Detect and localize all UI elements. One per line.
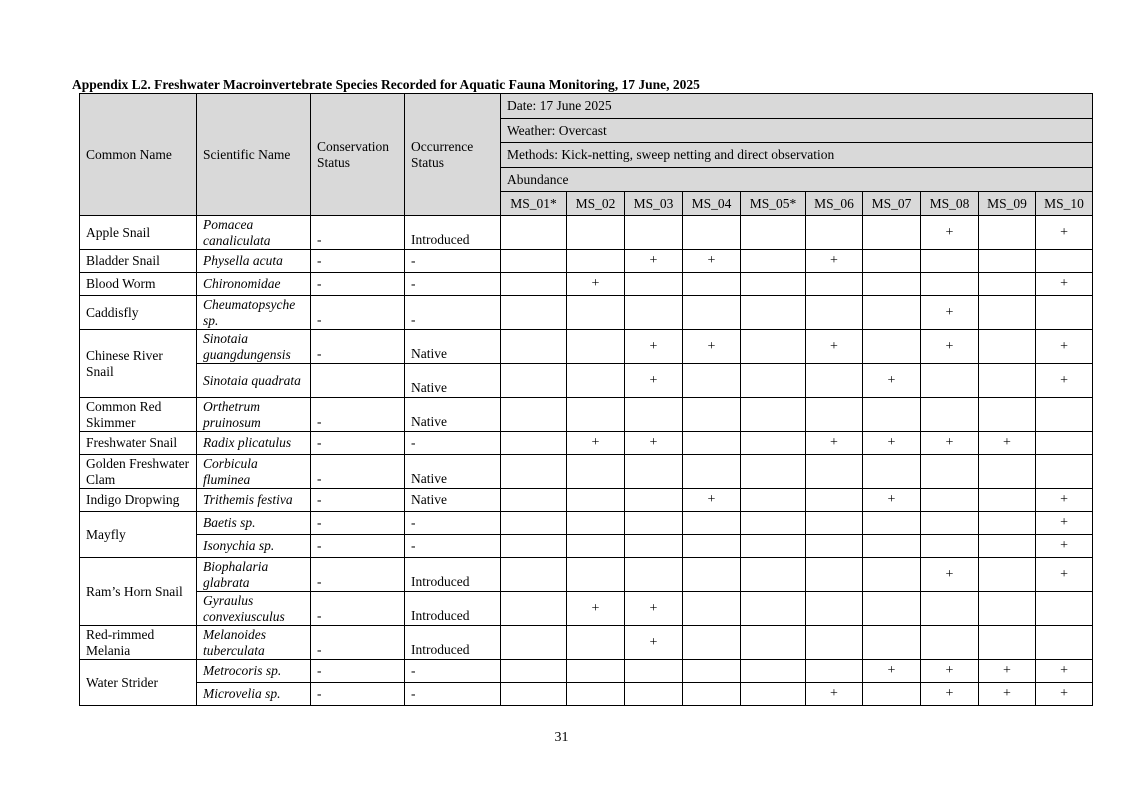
table-row xyxy=(80,216,1093,250)
abundance-cell xyxy=(806,489,863,512)
common-name-cell: Red-rimmed Melania xyxy=(80,626,197,660)
abundance-cell xyxy=(501,489,567,512)
occurrence-status-cell: - xyxy=(405,512,501,535)
abundance-cell xyxy=(683,273,741,296)
common-name-cell: Mayfly xyxy=(80,512,197,558)
occurrence-status-cell: Native xyxy=(405,455,501,489)
abundance-cell: + xyxy=(806,432,863,455)
abundance-cell xyxy=(806,512,863,535)
abundance-cell xyxy=(1036,432,1093,455)
header-common-name: Common Name xyxy=(80,94,197,216)
table-row xyxy=(80,432,1093,455)
abundance-cell xyxy=(683,660,741,683)
abundance-cell xyxy=(625,398,683,432)
abundance-cell xyxy=(979,364,1036,398)
abundance-cell: + xyxy=(806,330,863,364)
abundance-cell: + xyxy=(567,592,625,626)
abundance-cell xyxy=(741,250,806,273)
abundance-cell xyxy=(806,398,863,432)
occurrence-status-cell: Introduced xyxy=(405,592,501,626)
abundance-cell xyxy=(863,512,921,535)
abundance-cell: + xyxy=(625,250,683,273)
abundance-cell xyxy=(806,535,863,558)
abundance-cell xyxy=(683,455,741,489)
abundance-cell xyxy=(979,330,1036,364)
abundance-cell: + xyxy=(1036,660,1093,683)
abundance-cell: + xyxy=(683,330,741,364)
table-row xyxy=(80,455,1093,489)
species-table xyxy=(79,93,1093,706)
abundance-cell xyxy=(1036,592,1093,626)
abundance-cell xyxy=(683,626,741,660)
abundance-cell: + xyxy=(1036,683,1093,706)
site-header: MS_08 xyxy=(921,192,979,216)
scientific-name-cell: Baetis sp. xyxy=(197,512,311,535)
scientific-name-cell: Sinotaia guangdungensis xyxy=(197,330,311,364)
abundance-cell xyxy=(863,273,921,296)
abundance-cell xyxy=(683,296,741,330)
abundance-cell xyxy=(501,330,567,364)
conservation-status-cell: - xyxy=(311,296,405,330)
abundance-cell xyxy=(625,660,683,683)
common-name-cell: Chinese River Snail xyxy=(80,330,197,398)
occurrence-status-cell: - xyxy=(405,296,501,330)
common-name-cell: Common Red Skimmer xyxy=(80,398,197,432)
scientific-name-cell: Microvelia sp. xyxy=(197,683,311,706)
table-row xyxy=(80,512,1093,535)
occurrence-status-cell: - xyxy=(405,660,501,683)
abundance-cell xyxy=(567,535,625,558)
abundance-cell xyxy=(806,592,863,626)
abundance-cell xyxy=(921,489,979,512)
occurrence-status-cell: - xyxy=(405,250,501,273)
occurrence-status-cell: Introduced xyxy=(405,626,501,660)
abundance-cell xyxy=(921,398,979,432)
abundance-cell xyxy=(863,216,921,250)
abundance-cell xyxy=(625,296,683,330)
abundance-cell xyxy=(501,558,567,592)
abundance-cell xyxy=(979,455,1036,489)
abundance-cell xyxy=(501,455,567,489)
conservation-status-cell: - xyxy=(311,660,405,683)
abundance-cell xyxy=(741,535,806,558)
common-name-cell: Blood Worm xyxy=(80,273,197,296)
occurrence-status-cell: Native xyxy=(405,364,501,398)
abundance-cell xyxy=(863,330,921,364)
scientific-name-cell: Gyraulus convexiusculus xyxy=(197,592,311,626)
abundance-cell: + xyxy=(921,216,979,250)
conservation-status-cell: - xyxy=(311,273,405,296)
conservation-status-cell: - xyxy=(311,592,405,626)
abundance-cell: + xyxy=(863,489,921,512)
abundance-cell xyxy=(863,626,921,660)
scientific-name-cell: Radix plicatulus xyxy=(197,432,311,455)
abundance-cell xyxy=(567,296,625,330)
abundance-cell xyxy=(501,250,567,273)
abundance-cell: + xyxy=(921,660,979,683)
abundance-cell xyxy=(741,558,806,592)
abundance-cell xyxy=(806,455,863,489)
abundance-cell: + xyxy=(979,660,1036,683)
abundance-cell xyxy=(625,216,683,250)
abundance-cell xyxy=(625,512,683,535)
abundance-cell: + xyxy=(1036,273,1093,296)
conservation-status-cell: - xyxy=(311,330,405,364)
scientific-name-cell: Isonychia sp. xyxy=(197,535,311,558)
abundance-cell xyxy=(741,592,806,626)
common-name-cell: Ram’s Horn Snail xyxy=(80,558,197,626)
abundance-cell xyxy=(921,626,979,660)
header-abundance: Abundance xyxy=(501,168,1093,192)
occurrence-status-cell: - xyxy=(405,535,501,558)
scientific-name-cell: Orthetrum pruinosum xyxy=(197,398,311,432)
abundance-cell xyxy=(741,512,806,535)
abundance-cell: + xyxy=(1036,558,1093,592)
abundance-cell xyxy=(863,535,921,558)
table-row xyxy=(80,330,1093,364)
occurrence-status-cell: - xyxy=(405,273,501,296)
table-row xyxy=(80,535,1093,558)
site-header: MS_04 xyxy=(683,192,741,216)
table-row xyxy=(80,398,1093,432)
abundance-cell xyxy=(683,592,741,626)
abundance-cell xyxy=(567,683,625,706)
conservation-status-cell: - xyxy=(311,398,405,432)
abundance-cell xyxy=(567,626,625,660)
abundance-cell xyxy=(501,626,567,660)
common-name-cell: Freshwater Snail xyxy=(80,432,197,455)
abundance-cell: + xyxy=(1036,216,1093,250)
abundance-cell xyxy=(741,398,806,432)
abundance-cell: + xyxy=(1036,330,1093,364)
abundance-cell xyxy=(863,455,921,489)
scientific-name-cell: Sinotaia quadrata xyxy=(197,364,311,398)
abundance-cell xyxy=(683,512,741,535)
abundance-cell xyxy=(683,683,741,706)
table-row xyxy=(80,273,1093,296)
abundance-cell: + xyxy=(921,558,979,592)
table-row xyxy=(80,660,1093,683)
abundance-cell xyxy=(567,558,625,592)
abundance-cell: + xyxy=(921,296,979,330)
conservation-status-cell: - xyxy=(311,535,405,558)
abundance-cell xyxy=(683,432,741,455)
abundance-cell: + xyxy=(863,660,921,683)
conservation-status-cell: - xyxy=(311,683,405,706)
abundance-cell xyxy=(683,558,741,592)
abundance-cell: + xyxy=(806,250,863,273)
abundance-cell xyxy=(921,512,979,535)
scientific-name-cell: Corbicula fluminea xyxy=(197,455,311,489)
abundance-cell xyxy=(863,558,921,592)
conservation-status-cell: - xyxy=(311,432,405,455)
abundance-cell xyxy=(567,364,625,398)
abundance-cell xyxy=(567,489,625,512)
occurrence-status-cell: Native xyxy=(405,398,501,432)
conservation-status-cell xyxy=(311,364,405,398)
abundance-cell xyxy=(863,398,921,432)
abundance-cell xyxy=(806,273,863,296)
abundance-cell xyxy=(567,216,625,250)
scientific-name-cell: Biophalaria glabrata xyxy=(197,558,311,592)
header-weather: Weather: Overcast xyxy=(501,119,1093,143)
abundance-cell: + xyxy=(1036,364,1093,398)
abundance-cell: + xyxy=(863,364,921,398)
abundance-cell xyxy=(979,558,1036,592)
common-name-cell: Golden Freshwater Clam xyxy=(80,455,197,489)
abundance-cell xyxy=(921,455,979,489)
abundance-cell xyxy=(567,330,625,364)
abundance-cell xyxy=(921,592,979,626)
scientific-name-cell: Pomacea canaliculata xyxy=(197,216,311,250)
abundance-cell xyxy=(501,535,567,558)
abundance-cell xyxy=(567,250,625,273)
table-row xyxy=(80,364,1093,398)
scientific-name-cell: Physella acuta xyxy=(197,250,311,273)
abundance-cell xyxy=(806,364,863,398)
conservation-status-cell: - xyxy=(311,455,405,489)
occurrence-status-cell: Introduced xyxy=(405,216,501,250)
table-row xyxy=(80,250,1093,273)
abundance-cell xyxy=(741,364,806,398)
abundance-cell xyxy=(741,330,806,364)
site-header: MS_03 xyxy=(625,192,683,216)
abundance-cell xyxy=(863,296,921,330)
abundance-cell xyxy=(625,489,683,512)
abundance-cell xyxy=(806,296,863,330)
conservation-status-cell: - xyxy=(311,512,405,535)
abundance-cell xyxy=(501,683,567,706)
abundance-cell xyxy=(1036,455,1093,489)
abundance-cell xyxy=(741,626,806,660)
site-header: MS_02 xyxy=(567,192,625,216)
abundance-cell xyxy=(979,512,1036,535)
scientific-name-cell: Trithemis festiva xyxy=(197,489,311,512)
abundance-cell xyxy=(741,296,806,330)
abundance-cell xyxy=(979,592,1036,626)
abundance-cell: + xyxy=(979,683,1036,706)
abundance-cell: + xyxy=(625,592,683,626)
abundance-cell: + xyxy=(567,273,625,296)
abundance-cell xyxy=(501,216,567,250)
abundance-cell xyxy=(806,660,863,683)
abundance-cell xyxy=(567,455,625,489)
occurrence-status-cell: - xyxy=(405,683,501,706)
occurrence-status-cell: Native xyxy=(405,330,501,364)
abundance-cell xyxy=(625,535,683,558)
abundance-cell: + xyxy=(806,683,863,706)
abundance-cell: + xyxy=(921,330,979,364)
abundance-cell xyxy=(625,455,683,489)
abundance-cell xyxy=(1036,250,1093,273)
abundance-cell xyxy=(979,626,1036,660)
abundance-cell xyxy=(979,489,1036,512)
abundance-cell xyxy=(806,626,863,660)
site-header: MS_09 xyxy=(979,192,1036,216)
common-name-cell: Water Strider xyxy=(80,660,197,706)
abundance-cell: + xyxy=(625,364,683,398)
abundance-cell xyxy=(683,364,741,398)
site-header: MS_07 xyxy=(863,192,921,216)
abundance-cell xyxy=(1036,398,1093,432)
abundance-cell: + xyxy=(1036,489,1093,512)
abundance-cell: + xyxy=(625,432,683,455)
abundance-cell: + xyxy=(567,432,625,455)
abundance-cell: + xyxy=(921,432,979,455)
abundance-cell xyxy=(921,273,979,296)
site-header: MS_06 xyxy=(806,192,863,216)
abundance-cell xyxy=(567,660,625,683)
abundance-cell xyxy=(683,216,741,250)
abundance-cell xyxy=(501,398,567,432)
abundance-cell xyxy=(683,535,741,558)
abundance-cell xyxy=(979,296,1036,330)
abundance-cell xyxy=(501,432,567,455)
abundance-cell xyxy=(806,558,863,592)
abundance-cell xyxy=(1036,296,1093,330)
table-row xyxy=(80,296,1093,330)
abundance-cell xyxy=(1036,626,1093,660)
abundance-cell xyxy=(921,535,979,558)
abundance-cell xyxy=(741,683,806,706)
abundance-cell xyxy=(501,592,567,626)
site-header: MS_01* xyxy=(501,192,567,216)
conservation-status-cell: - xyxy=(311,250,405,273)
abundance-cell xyxy=(625,683,683,706)
occurrence-status-cell: - xyxy=(405,432,501,455)
abundance-cell xyxy=(921,364,979,398)
conservation-status-cell: - xyxy=(311,216,405,250)
page-number: 31 xyxy=(554,730,569,745)
occurrence-status-cell: Native xyxy=(405,489,501,512)
abundance-cell: + xyxy=(1036,535,1093,558)
conservation-status-cell: - xyxy=(311,558,405,592)
table-row xyxy=(80,626,1093,660)
common-name-cell: Bladder Snail xyxy=(80,250,197,273)
abundance-cell: + xyxy=(683,250,741,273)
abundance-cell xyxy=(501,364,567,398)
abundance-cell xyxy=(501,660,567,683)
scientific-name-cell: Metrocoris sp. xyxy=(197,660,311,683)
abundance-cell xyxy=(741,455,806,489)
site-header: MS_05* xyxy=(741,192,806,216)
abundance-cell xyxy=(501,512,567,535)
common-name-cell: Caddisfly xyxy=(80,296,197,330)
abundance-cell xyxy=(501,273,567,296)
abundance-cell: + xyxy=(921,683,979,706)
conservation-status-cell: - xyxy=(311,626,405,660)
conservation-status-cell: - xyxy=(311,489,405,512)
abundance-cell xyxy=(979,250,1036,273)
abundance-cell xyxy=(741,489,806,512)
abundance-cell xyxy=(625,558,683,592)
table-row xyxy=(80,683,1093,706)
abundance-cell xyxy=(501,296,567,330)
abundance-cell xyxy=(625,273,683,296)
common-name-cell: Indigo Dropwing xyxy=(80,489,197,512)
abundance-cell xyxy=(863,683,921,706)
appendix-title: Appendix L2. Freshwater Macroinvertebrate Species Recorded for Aquatic Fauna Monitoring, 17 June, 2025 xyxy=(72,77,700,92)
common-name-cell: Apple Snail xyxy=(80,216,197,250)
abundance-cell xyxy=(741,660,806,683)
occurrence-status-cell: Introduced xyxy=(405,558,501,592)
abundance-cell xyxy=(806,216,863,250)
abundance-cell xyxy=(863,592,921,626)
abundance-cell xyxy=(979,273,1036,296)
abundance-cell: + xyxy=(625,626,683,660)
abundance-cell: + xyxy=(625,330,683,364)
header-scientific-name: Scientific Name xyxy=(197,94,311,216)
abundance-cell xyxy=(863,250,921,273)
abundance-cell: + xyxy=(979,432,1036,455)
abundance-cell xyxy=(741,216,806,250)
abundance-cell xyxy=(979,535,1036,558)
header-conservation-status: Conservation Status xyxy=(311,94,405,216)
abundance-cell xyxy=(921,250,979,273)
scientific-name-cell: Chironomidae xyxy=(197,273,311,296)
abundance-cell xyxy=(741,432,806,455)
table-row xyxy=(80,558,1093,592)
abundance-cell xyxy=(979,216,1036,250)
header-occurrence-status: Occurrence Status xyxy=(405,94,501,216)
site-header: MS_10 xyxy=(1036,192,1093,216)
abundance-cell xyxy=(741,273,806,296)
abundance-cell xyxy=(567,512,625,535)
scientific-name-cell: Melanoides tuberculata xyxy=(197,626,311,660)
table-row xyxy=(80,489,1093,512)
table-row xyxy=(80,592,1093,626)
abundance-cell xyxy=(979,398,1036,432)
abundance-cell xyxy=(683,398,741,432)
header-date: Date: 17 June 2025 xyxy=(501,94,1093,119)
header-methods: Methods: Kick-netting, sweep netting and direct observation xyxy=(501,143,1093,168)
abundance-cell: + xyxy=(863,432,921,455)
abundance-cell: + xyxy=(683,489,741,512)
abundance-cell: + xyxy=(1036,512,1093,535)
abundance-cell xyxy=(567,398,625,432)
scientific-name-cell: Cheumatopsyche sp. xyxy=(197,296,311,330)
